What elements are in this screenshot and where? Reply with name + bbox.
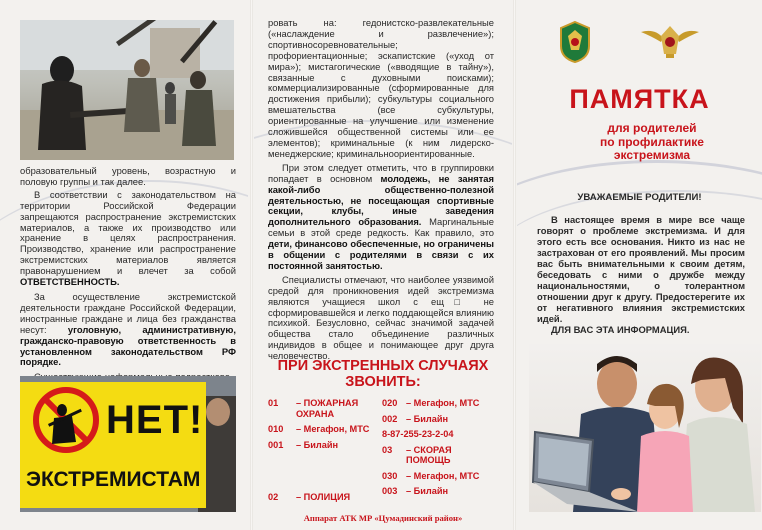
greeting: УВАЖАЕМЫЕ РОДИТЕЛИ! (577, 192, 702, 203)
contact-label: – СКОРАЯ ПОМОЩЬ (406, 444, 452, 465)
middle-paragraph-b-bold-2: дети, финансово обеспеченные, но ограничены в общении с родителями в связи с их постоянной занятостью. (268, 238, 494, 271)
contact-number: 003 (382, 486, 398, 496)
anti-extremism-poster-photo (20, 376, 236, 512)
contact-number: 010 (268, 424, 284, 434)
contact-number: 002 (382, 413, 398, 424)
contact-label: – ПОЛИЦИЯ (296, 492, 351, 502)
poster-extremists-text: ЭКСТРЕМИСТАМ (26, 468, 201, 491)
left-paragraph-b (20, 190, 236, 288)
contact-item (382, 471, 502, 482)
right-panel (517, 0, 762, 530)
middle-paragraph-b (268, 163, 494, 272)
right-text-block (537, 214, 745, 335)
footer-organization: Аппарат АТК МР «Цумадинский район» (303, 513, 463, 523)
subtitle-line-3: экстремизма (613, 148, 691, 162)
contact-item (382, 398, 502, 409)
left-paragraph-b-bold: ОТВЕТСТВЕННОСТЬ. (20, 276, 120, 288)
middle-paragraph-b-bold: молодежь, не занятая какой-либо общественно-полезной деятельностью, не посещающая спортивные секции, клубы, иные заведения дополнительного образования. (268, 172, 494, 228)
contacts-left-column (268, 398, 376, 450)
right-closing: ДЛЯ ВАС ЭТА ИНФОРМАЦИЯ. (551, 324, 690, 335)
left-paragraph-c-bold: уголовную, административную, гражданско-правовую ответственность в установленном законодательством РФ порядке. (20, 323, 236, 368)
middle-text-block (268, 18, 494, 362)
contacts-right-column (382, 398, 502, 497)
subtitle (557, 122, 747, 163)
emergency-title-line-2: ЗВОНИТЬ: (345, 374, 421, 390)
contact-number: 02 (268, 492, 279, 502)
subtitle-line-2: по профилактике (600, 134, 704, 149)
militants-photo (20, 20, 234, 160)
middle-panel (254, 0, 512, 530)
contact-label: – Билайн (406, 486, 449, 496)
left-paragraph-b-text: В соответствии с законодательством на территории Российской Федерации запрещаются распространение экстремистских материалов, а также их производство или хранение в целях распространения. Производство, хранение или распространение экстремистских материалов является правонарушением и влечет за собой (20, 188, 236, 277)
contact-item (382, 414, 502, 425)
family-computer-photo (529, 344, 761, 512)
contact-item (382, 445, 502, 466)
contact-label: – Мегафон, МТС (406, 470, 480, 481)
emergency-title (254, 358, 512, 390)
contact-label: – Мегафон, МТС (296, 424, 370, 434)
page-title: ПАМЯТКА (569, 84, 710, 114)
contact-item (268, 398, 376, 419)
contact-item (382, 429, 502, 440)
fold-line (513, 0, 516, 530)
contact-number: 03 (382, 444, 393, 455)
left-panel (0, 0, 248, 530)
middle-paragraph-b-text-2: Маргинальные семьи в этой среде редкость. Как правило, это (268, 216, 494, 239)
left-paragraph-a: образовательный уровень, возрастную и половую группы и так далее. (20, 165, 236, 187)
right-paragraph: В настоящее время в мире все чаще говорят о проблеме экстремизма. И для этого есть все основания. Никто из нас не застрахован от его проявлений. Мы просим вас быть внимательными к своим детям, беседовать с ними о дружбе между национальностями, о толерантном отношении друг к другу. Предостерегите их от негативного влияния экстремистских идей. (537, 214, 745, 324)
contact-label: – Мегафон, МТС (406, 398, 480, 408)
middle-paragraph-a: ровать на: гедонистско-развлекательные («наслаждение и развлечение»); спортивносоревновательные; профориентационные; эскапистские («уход от мира»); мистагогические («вводящие в тайну»), связанные с духовными поисками); коммерциализированные (сформированные для достижения прибыли); субкультуры социального вмешательства (все субкультуры, ориентированные на улучшение или изменение сложившейся общественной системы или ее элементов); криминальные (к ним лидерско-менеджерские; криминальноориентированные. (268, 17, 494, 159)
contact-label: – Билайн (406, 413, 449, 424)
contact-number: 8-87-255-23-2-04 (382, 429, 454, 439)
middle-paragraph-b-text: При этом следует отметить, что в группировки попадает в основном (268, 161, 494, 184)
left-paragraph-c (20, 292, 236, 368)
contact-number: 01 (268, 398, 279, 408)
contact-number: 020 (382, 398, 398, 408)
contact-item (268, 440, 376, 451)
contact-number: 030 (382, 470, 398, 481)
emergency-title-line-1: ПРИ ЭКСТРЕННЫХ СЛУЧАЯХ (277, 358, 489, 374)
contact-item (382, 486, 502, 497)
left-text-block (20, 166, 236, 394)
police-emblem (639, 22, 701, 60)
poster-net-text: НЕТ! (106, 398, 204, 442)
contact-label: – ПОЖАРНАЯ ОХРАНА (296, 398, 359, 419)
subtitle-line-1: для родителей (607, 121, 697, 135)
prosecutor-emblem (555, 20, 595, 64)
left-paragraph-c-text: За осуществление экстремистской деятельности граждане Российской Федерации, иностранные граждане и лица без гражданства несут: (20, 290, 236, 335)
middle-paragraph-c: Специалисты отмечают, что наиболее уязвимой средой для проникновения идей экстремизма являются учащиеся школ с ещ□ не сформировавшейся и легко поддающейся влиянию психикой. Безусловно, сейчас значимой задачей общества стало объединение различных индивидов в общее и понимающее друг друга человечество. (268, 273, 495, 362)
contact-label: – Билайн (296, 439, 339, 450)
fold-line (250, 0, 253, 530)
contact-item (268, 424, 376, 435)
contact-number: 001 (268, 439, 284, 450)
police-contact (268, 492, 350, 502)
